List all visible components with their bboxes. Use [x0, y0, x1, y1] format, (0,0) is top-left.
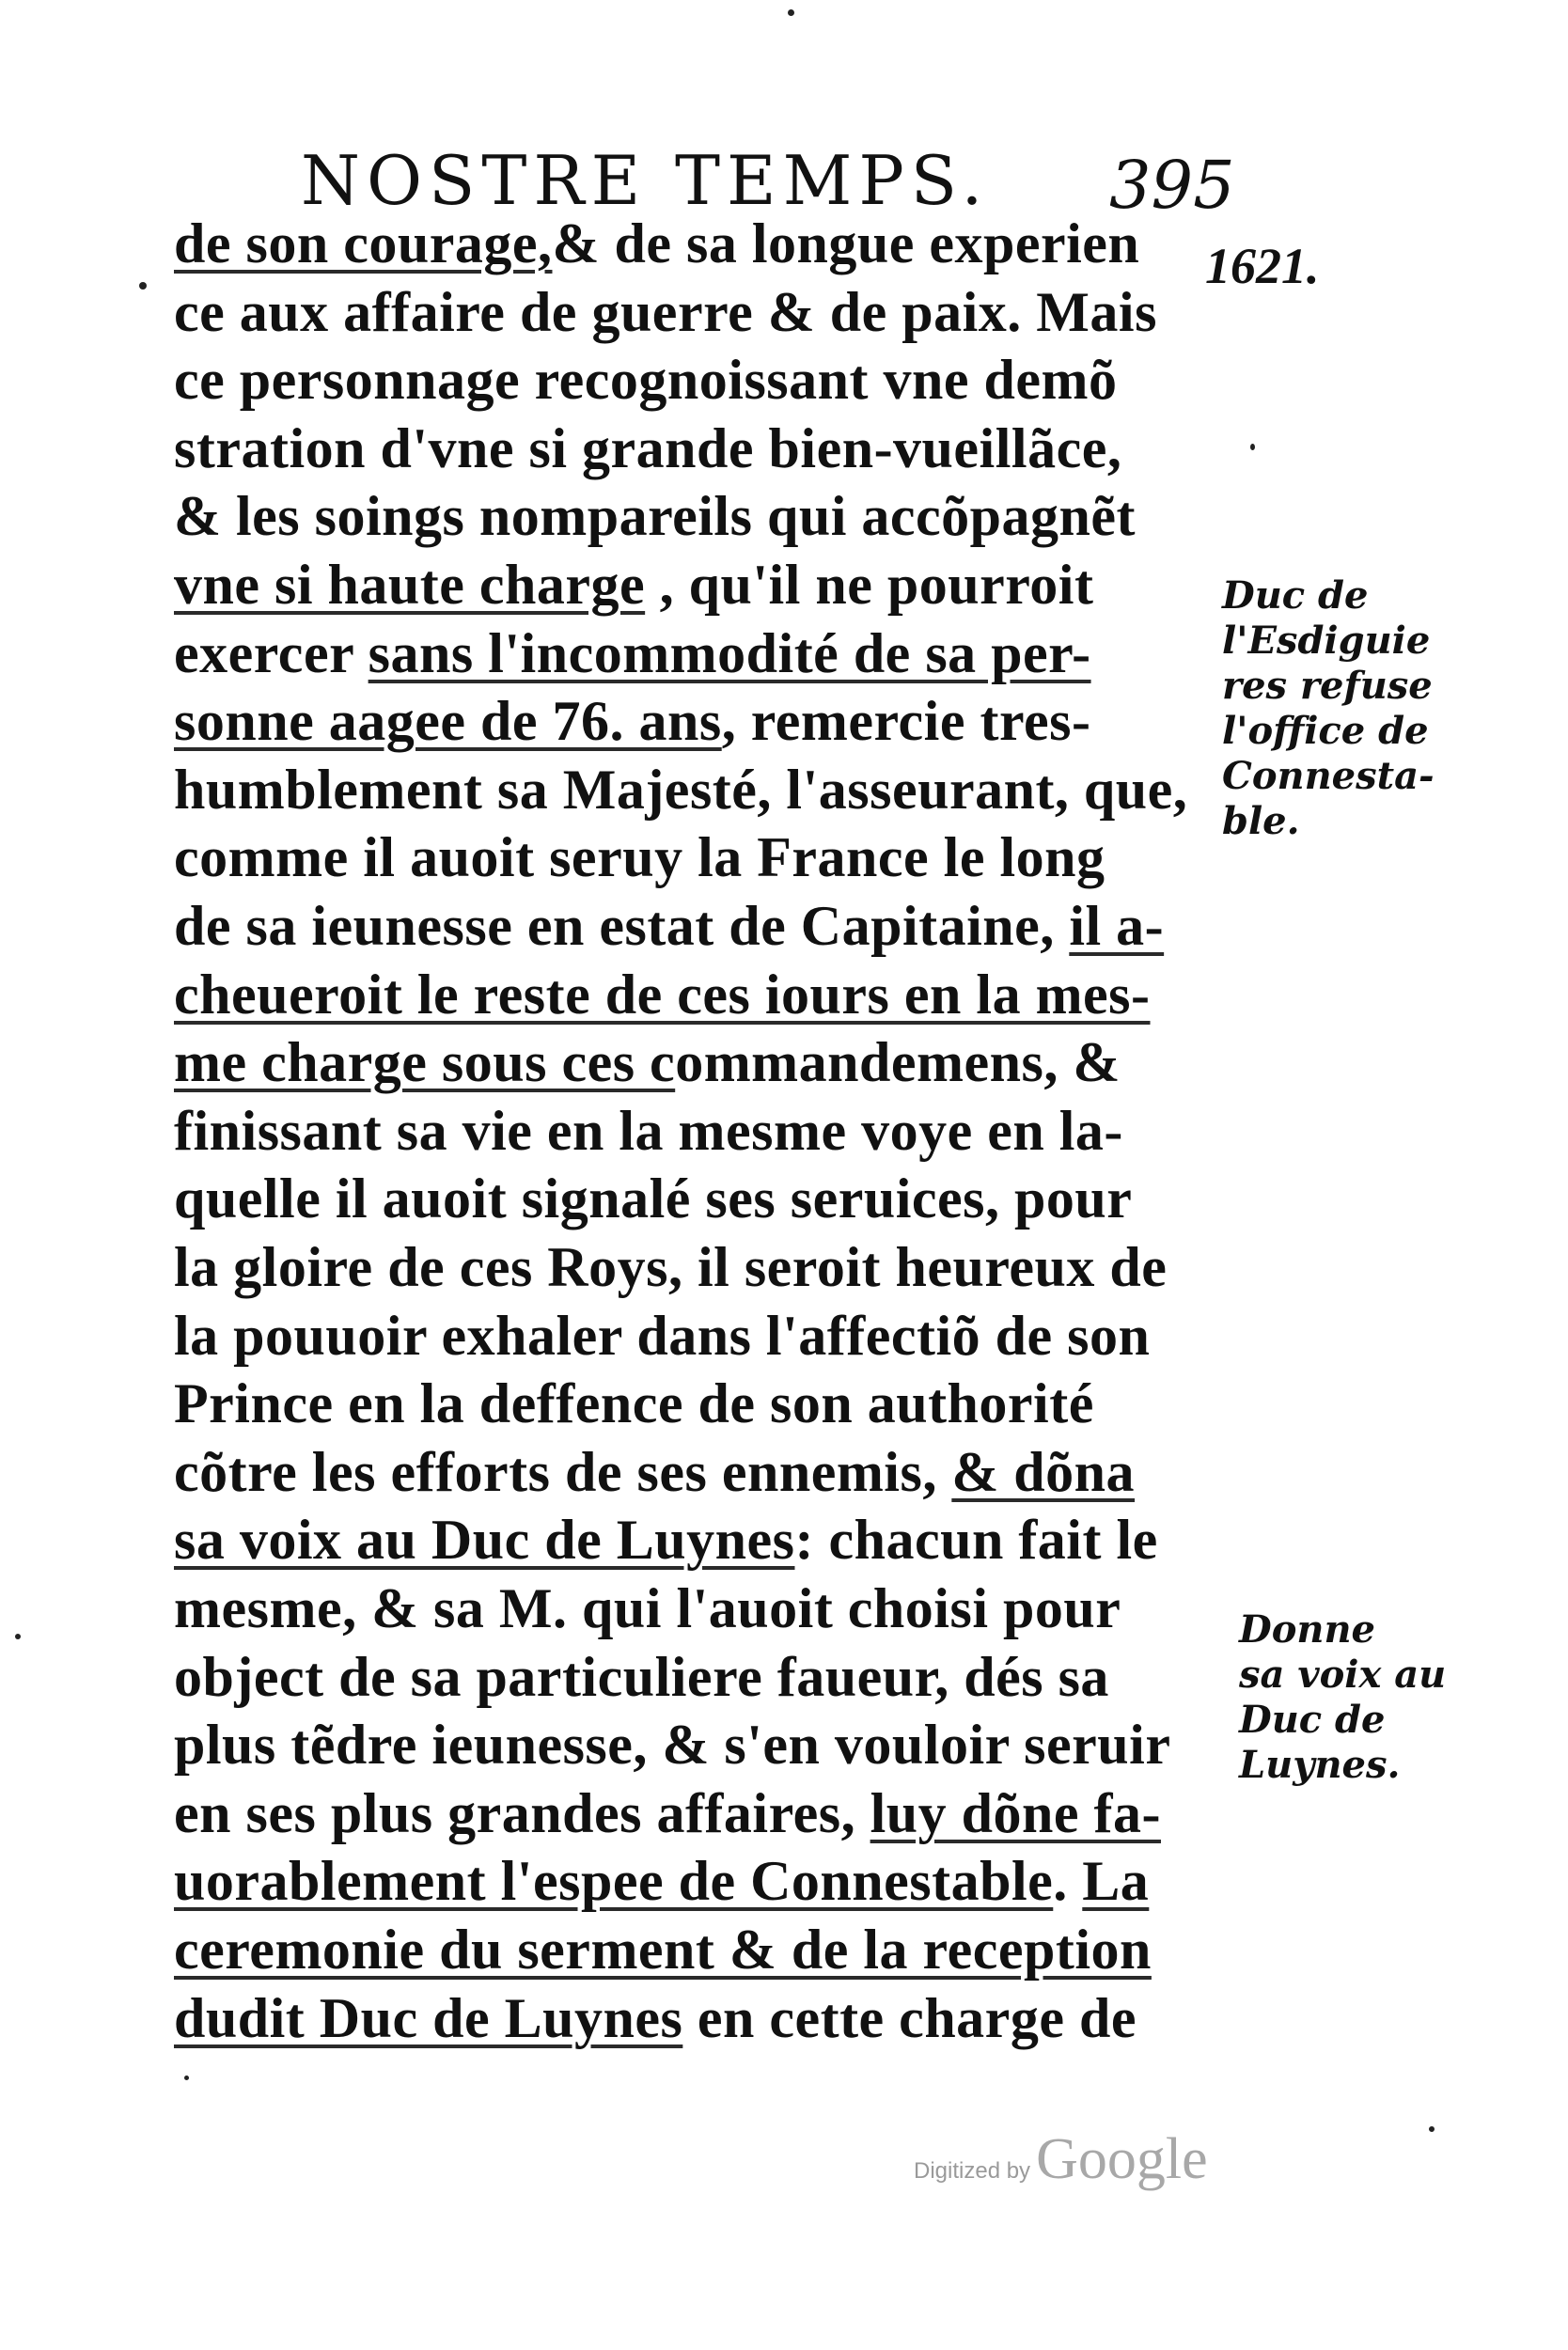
text-segment: cõtre les efforts de ses ennemis, [174, 1440, 952, 1503]
text-line [174, 895, 1164, 959]
text-line [174, 1441, 1135, 1505]
underlined-phrase: me charge sous ces c [174, 1031, 676, 1094]
google-logo: Google [1036, 2127, 1208, 2191]
underlined-phrase: sans l'incommodité de sa per- [368, 621, 1091, 684]
text-line [174, 1919, 1152, 1982]
underlined-phrase: ceremonie du serment & de la reception [174, 1919, 1152, 1981]
text-line [174, 1714, 1170, 1778]
scan-speck [1429, 2126, 1435, 2132]
text-line [174, 281, 1157, 345]
text-segment: quelle il auoit signalé ses seruices, pour [174, 1167, 1133, 1230]
text-line [174, 759, 1187, 822]
text-line [174, 1100, 1123, 1164]
text-line [174, 417, 1121, 481]
text-line [174, 1987, 1137, 2051]
margin-note-line: Duc de [1222, 573, 1369, 618]
text-line [174, 1646, 1109, 1710]
text-segment: en cette charge de [682, 1986, 1137, 2049]
text-segment: mesme, & sa M. qui l'auoit choisi pour [174, 1577, 1121, 1639]
text-segment: de sa ieunesse en estat de Capitaine, [174, 895, 1070, 957]
text-line [174, 554, 1093, 618]
underlined-phrase: sonne aagee de 76. ans [174, 690, 722, 753]
year-marginalia: 1621. [1205, 238, 1320, 294]
margin-note-line: Luynes. [1239, 1743, 1401, 1787]
text-segment: plus tẽdre ieunesse, & s'en vouloir seruir [174, 1714, 1171, 1777]
underlined-phrase: il a- [1069, 895, 1165, 957]
scan-speck [788, 9, 794, 16]
text-line [174, 1167, 1132, 1231]
margin-note-voice-to-luynes [1239, 1607, 1455, 1788]
text-segment: exercer [174, 621, 368, 684]
page-number: 395 [1109, 147, 1235, 224]
text-line [174, 622, 1091, 686]
text-line [174, 1031, 1121, 1095]
text-line [174, 212, 1139, 276]
margin-note-connestable-refusal [1222, 573, 1438, 844]
text-line [174, 1577, 1121, 1641]
margin-note-line: Donne [1239, 1607, 1375, 1652]
margin-note-line: l'office de [1222, 709, 1429, 753]
underlined-phrase: & dõna [951, 1440, 1136, 1503]
margin-note-line: ble. [1222, 799, 1300, 843]
text-segment: ce personnage recognoissant vne demõ [174, 349, 1118, 412]
digitized-by-google-watermark [914, 2126, 1208, 2193]
underlined-phrase: uorablement l'espee de Connestable [174, 1850, 1054, 1913]
margin-note-line: l'Esdiguie [1222, 619, 1431, 663]
scan-speck [1250, 444, 1255, 450]
underlined-phrase: sa voix au Duc de Luynes [174, 1509, 795, 1572]
scan-speck [184, 2076, 189, 2080]
text-segment: la gloire de ces Roys, il seroit heureux de [174, 1236, 1168, 1298]
underlined-phrase: vne si haute charge [174, 554, 646, 616]
margin-note-line: Duc de [1239, 1698, 1386, 1742]
underlined-phrase: La [1082, 1850, 1150, 1913]
text-segment: : chacun fait le [794, 1509, 1158, 1572]
underlined-phrase: dudit Duc de Luynes [174, 1986, 683, 2049]
scan-speck [15, 1634, 21, 1639]
text-segment: en ses plus grandes affaires, [174, 1781, 870, 1844]
text-segment: . [1053, 1850, 1083, 1913]
margin-note-line: Connesta- [1222, 754, 1435, 798]
running-title: NOSTRE TEMPS. [301, 141, 990, 220]
text-line [174, 485, 1136, 549]
text-segment: comme il auoit seruy la France le long [174, 826, 1105, 889]
text-line [174, 1850, 1149, 1914]
text-segment: stration d'vne si grande bien-vueillãce, [174, 416, 1122, 479]
underlined-phrase: de son courage, [174, 212, 553, 274]
text-line [174, 826, 1105, 890]
text-segment: Prince en la deffence de son authorité [174, 1372, 1094, 1435]
text-segment: , qu'il ne pourroit [645, 554, 1094, 616]
text-segment: & les soings nompareils qui accõpagnẽt [174, 485, 1136, 548]
scan-speck [139, 282, 147, 290]
text-segment: ce aux affaire de guerre & de paix. Mais [174, 280, 1157, 343]
underlined-phrase: luy dõne fa- [870, 1781, 1161, 1844]
text-segment: finissant sa vie en la mesme voye en la- [174, 1099, 1123, 1162]
text-segment: & de sa longue experien [552, 212, 1140, 274]
text-segment: la pouuoir exhaler dans l'affectiõ de son [174, 1304, 1151, 1367]
text-segment: humblement sa Majesté, l'asseurant, que, [174, 758, 1188, 821]
text-segment: ommandemens, & [675, 1031, 1121, 1094]
margin-note-line: sa voix au [1239, 1653, 1447, 1697]
text-line [174, 1305, 1150, 1369]
text-line [174, 349, 1118, 413]
text-line [174, 1372, 1094, 1436]
text-line [174, 1782, 1161, 1846]
underlined-phrase: cheueroit le reste de ces iours en la mes- [174, 963, 1151, 1026]
text-line [174, 1509, 1158, 1573]
text-segment: object de sa particuliere faueur, dés sa [174, 1645, 1109, 1708]
text-segment: , remercie tres- [721, 690, 1091, 753]
text-line [174, 1236, 1167, 1300]
digitized-label: Digitized by [914, 2158, 1031, 2184]
text-line [174, 690, 1090, 754]
margin-note-line: res refuse [1222, 664, 1433, 708]
text-line [174, 964, 1151, 1027]
